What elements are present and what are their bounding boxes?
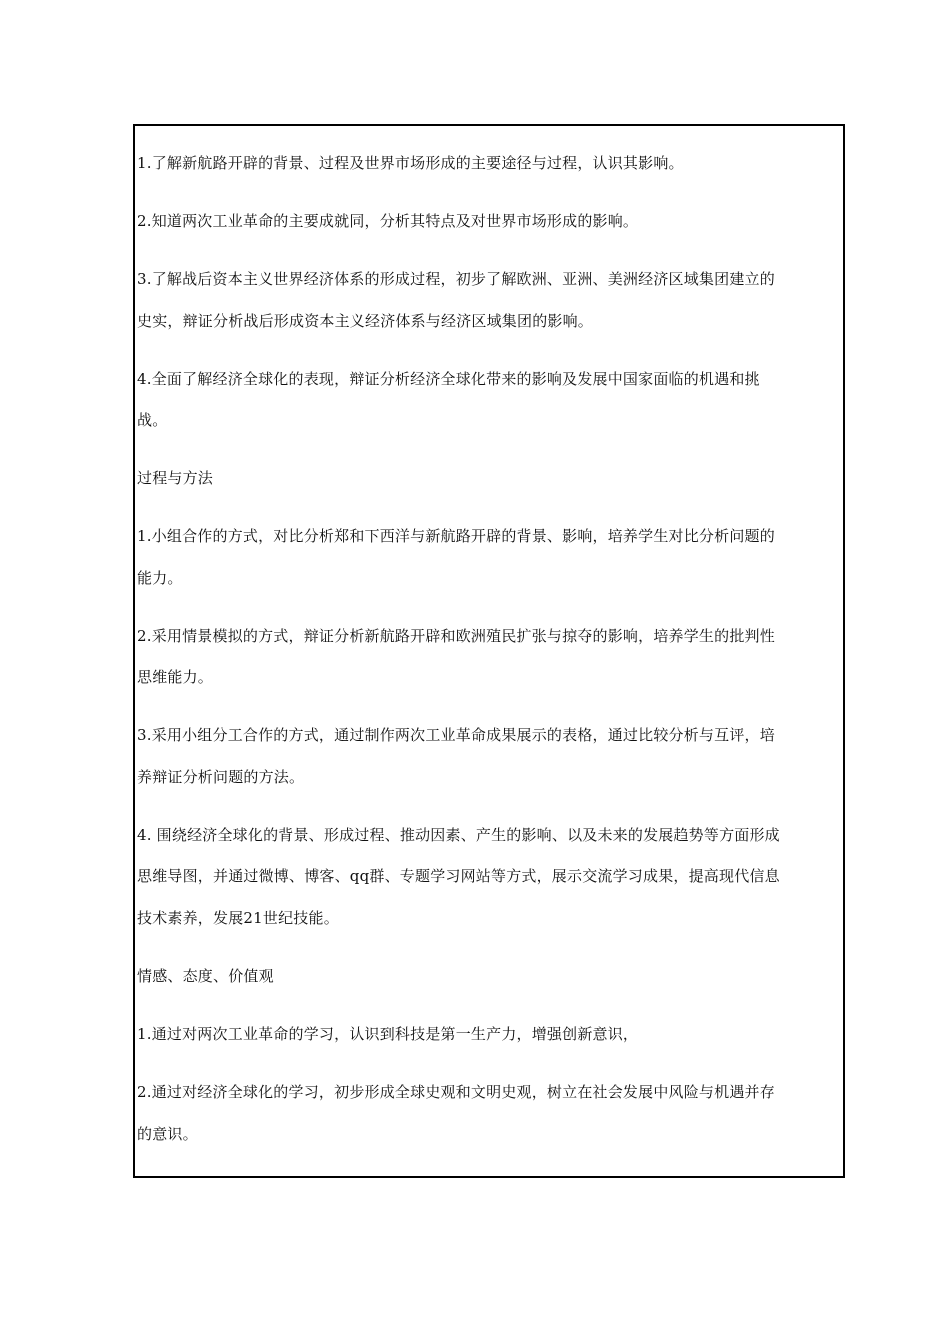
objective-process-4-line2: 思维导图，并通过微博、博客、qq群、专题学习网站等方式，展示交流学习成果，提高现代信息 xyxy=(137,867,780,885)
section-heading-emotion-values: 情感、态度、价值观 xyxy=(137,967,274,985)
objective-knowledge-4-line1: 4.全面了解经济全球化的表现，辩证分析经济全球化带来的影响及发展中国家面临的机遇和挑 xyxy=(137,370,760,388)
objective-knowledge-2: 2.知道两次工业革命的主要成就同，分析其特点及对世界市场形成的影响。 xyxy=(137,212,639,230)
section-heading-process-methods: 过程与方法 xyxy=(137,469,214,487)
objective-knowledge-4-line2: 战。 xyxy=(137,411,168,429)
objective-values-1: 1.通过对两次工业革命的学习，认识到科技是第一生产力，增强创新意识， xyxy=(137,1025,639,1043)
objective-knowledge-3-line1: 3.了解战后资本主义世界经济体系的形成过程，初步了解欧洲、亚洲、美洲经济区域集团建立的 xyxy=(137,270,775,288)
objective-process-2-line2: 思维能力。 xyxy=(137,668,214,686)
objective-knowledge-3-line2: 史实，辩证分析战后形成资本主义经济体系与经济区域集团的影响。 xyxy=(137,312,594,330)
objective-process-3-line1: 3.采用小组分工合作的方式，通过制作两次工业革命成果展示的表格，通过比较分析与互评，培 xyxy=(137,726,775,744)
objective-process-2-line1: 2.采用情景模拟的方式，辩证分析新航路开辟和欧洲殖民扩张与掠夺的影响，培养学生的批判性 xyxy=(137,627,775,645)
objective-values-2-line1: 2.通过对经济全球化的学习，初步形成全球史观和文明史观，树立在社会发展中风险与机遇并存 xyxy=(137,1083,775,1101)
objective-values-2-line2: 的意识。 xyxy=(137,1125,198,1143)
objective-process-3-line2: 养辩证分析问题的方法。 xyxy=(137,768,305,786)
objective-process-4-line3: 技术素养，发展21世纪技能。 xyxy=(137,909,339,927)
objective-process-1-line2: 能力。 xyxy=(137,569,183,587)
objective-process-1-line1: 1.小组合作的方式，对比分析郑和下西洋与新航路开辟的背景、影响，培养学生对比分析问题的 xyxy=(137,527,775,545)
objective-process-4-line1: 4. 围绕经济全球化的背景、形成过程、推动因素、产生的影响、以及未来的发展趋势等方面形成 xyxy=(137,826,780,844)
objective-knowledge-1: 1.了解新航路开辟的背景、过程及世界市场形成的主要途径与过程，认识其影响。 xyxy=(137,154,684,172)
content-frame xyxy=(133,124,845,1178)
